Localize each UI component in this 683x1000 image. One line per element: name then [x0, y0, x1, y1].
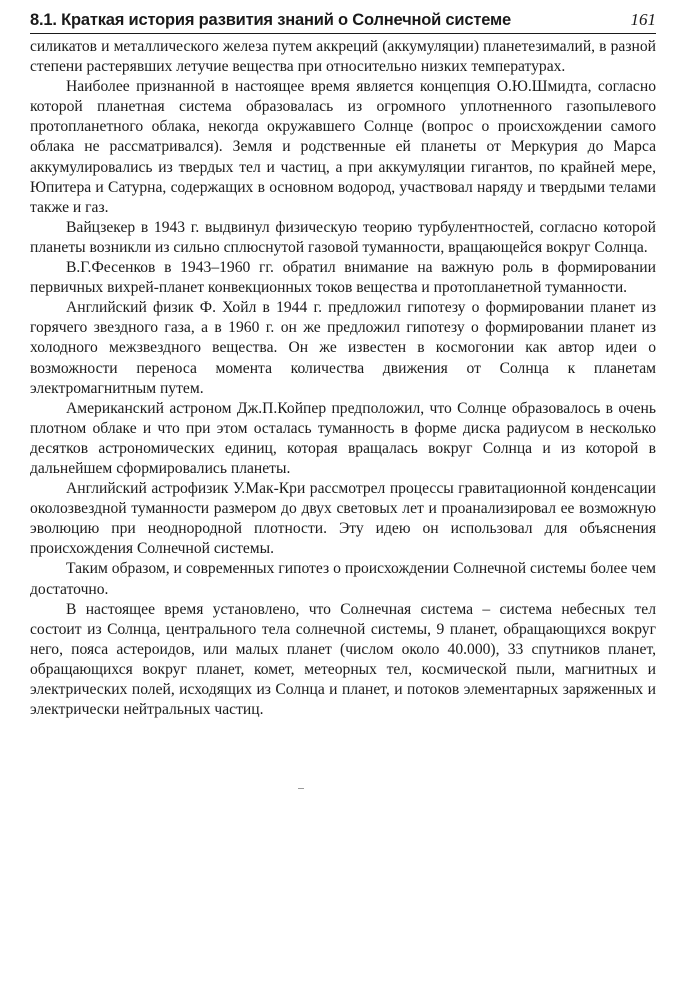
paragraph: Американский астроном Дж.П.Койпер предположил, что Солнце образовалось в очень плотном облаке и что при этом осталась туманность в форме диска радиусом в несколько десятков астрономических единиц, которая вращалась вокруг Солнца и из которой в дальнейшем сформировались планеты.: [30, 399, 656, 477]
paragraph: Таким образом, и современных гипотез о происхождении Солнечной системы более чем достаточно.: [30, 560, 656, 598]
paragraph: Английский физик Ф. Хойл в 1944 г. предложил гипотезу о формировании планет из горячего звездного газа, а в 1960 г. он же предложил гипотезу о формировании планет из холодного межзвездного вещества. Он же известен в космогонии как автор идеи о возможности переноса момента количества движения от Солнца к планетам электромагнитным путем.: [30, 299, 656, 397]
page-number: 161: [630, 10, 656, 29]
paragraph: В.Г.Фесенков в 1943–1960 гг. обратил внимание на важную роль в формировании первичных вихрей-планет конвекционных токов вещества и протопланетной туманности.: [30, 259, 656, 297]
section-title: 8.1. Краткая история развития знаний о Солнечной системе: [30, 11, 511, 29]
paragraph: силикатов и металлического железа путем аккреций (аккумуляции) планетезималий, в разной степени растерявших летучие вещества при относительно низких температурах.: [30, 38, 656, 76]
document-page: [30, 10, 656, 720]
body-text: [30, 37, 656, 720]
running-header: [30, 10, 656, 34]
scan-artifact: [298, 788, 304, 789]
paragraph: Наиболее признанной в настоящее время является концепция О.Ю.Шмидта, согласно которой планетная система образовалась из огромного уплотненного газопылевого протопланетного облака, некогда окружавшего Солнце (вопрос о происхождении самого облака не рассматривался). Земля и родственные ей планеты от Меркурия до Марса аккумулировались из твердых тел и частиц, а при аккумуляции гигантов, по крайней мере, Юпитера и Сатурна, содержащих в основном водород, участвовал наряду и твердыми телами также и газ.: [30, 78, 656, 216]
paragraph: Вайцзекер в 1943 г. выдвинул физическую теорию турбулентностей, согласно которой планеты возникли из сильно сплюснутой газовой туманности, вращающейся вокруг Солнца.: [30, 218, 656, 256]
paragraph: В настоящее время установлено, что Солнечная система – система небесных тел состоит из Солнца, центрального тела солнечной системы, 9 планет, обращающихся вокруг него, пояса астероидов, или малых планет (числом около 40.000), 33 спутников планет, обращающихся вокруг планет, комет, метеорных тел, космической пыли, магнитных и электрических полей, исходящих из Солнца и планет, и потоков элементарных заряженных и электрически нейтральных частиц.: [30, 600, 656, 719]
paragraph: Английский астрофизик У.Мак-Кри рассмотрел процессы гравитационной конденсации околозвездной туманности размером до двух световых лет и проанализировал ее возможную эволюцию при неоднородной плотности. Эту идею он использовал для объяснения происхождения Солнечной системы.: [30, 480, 656, 558]
